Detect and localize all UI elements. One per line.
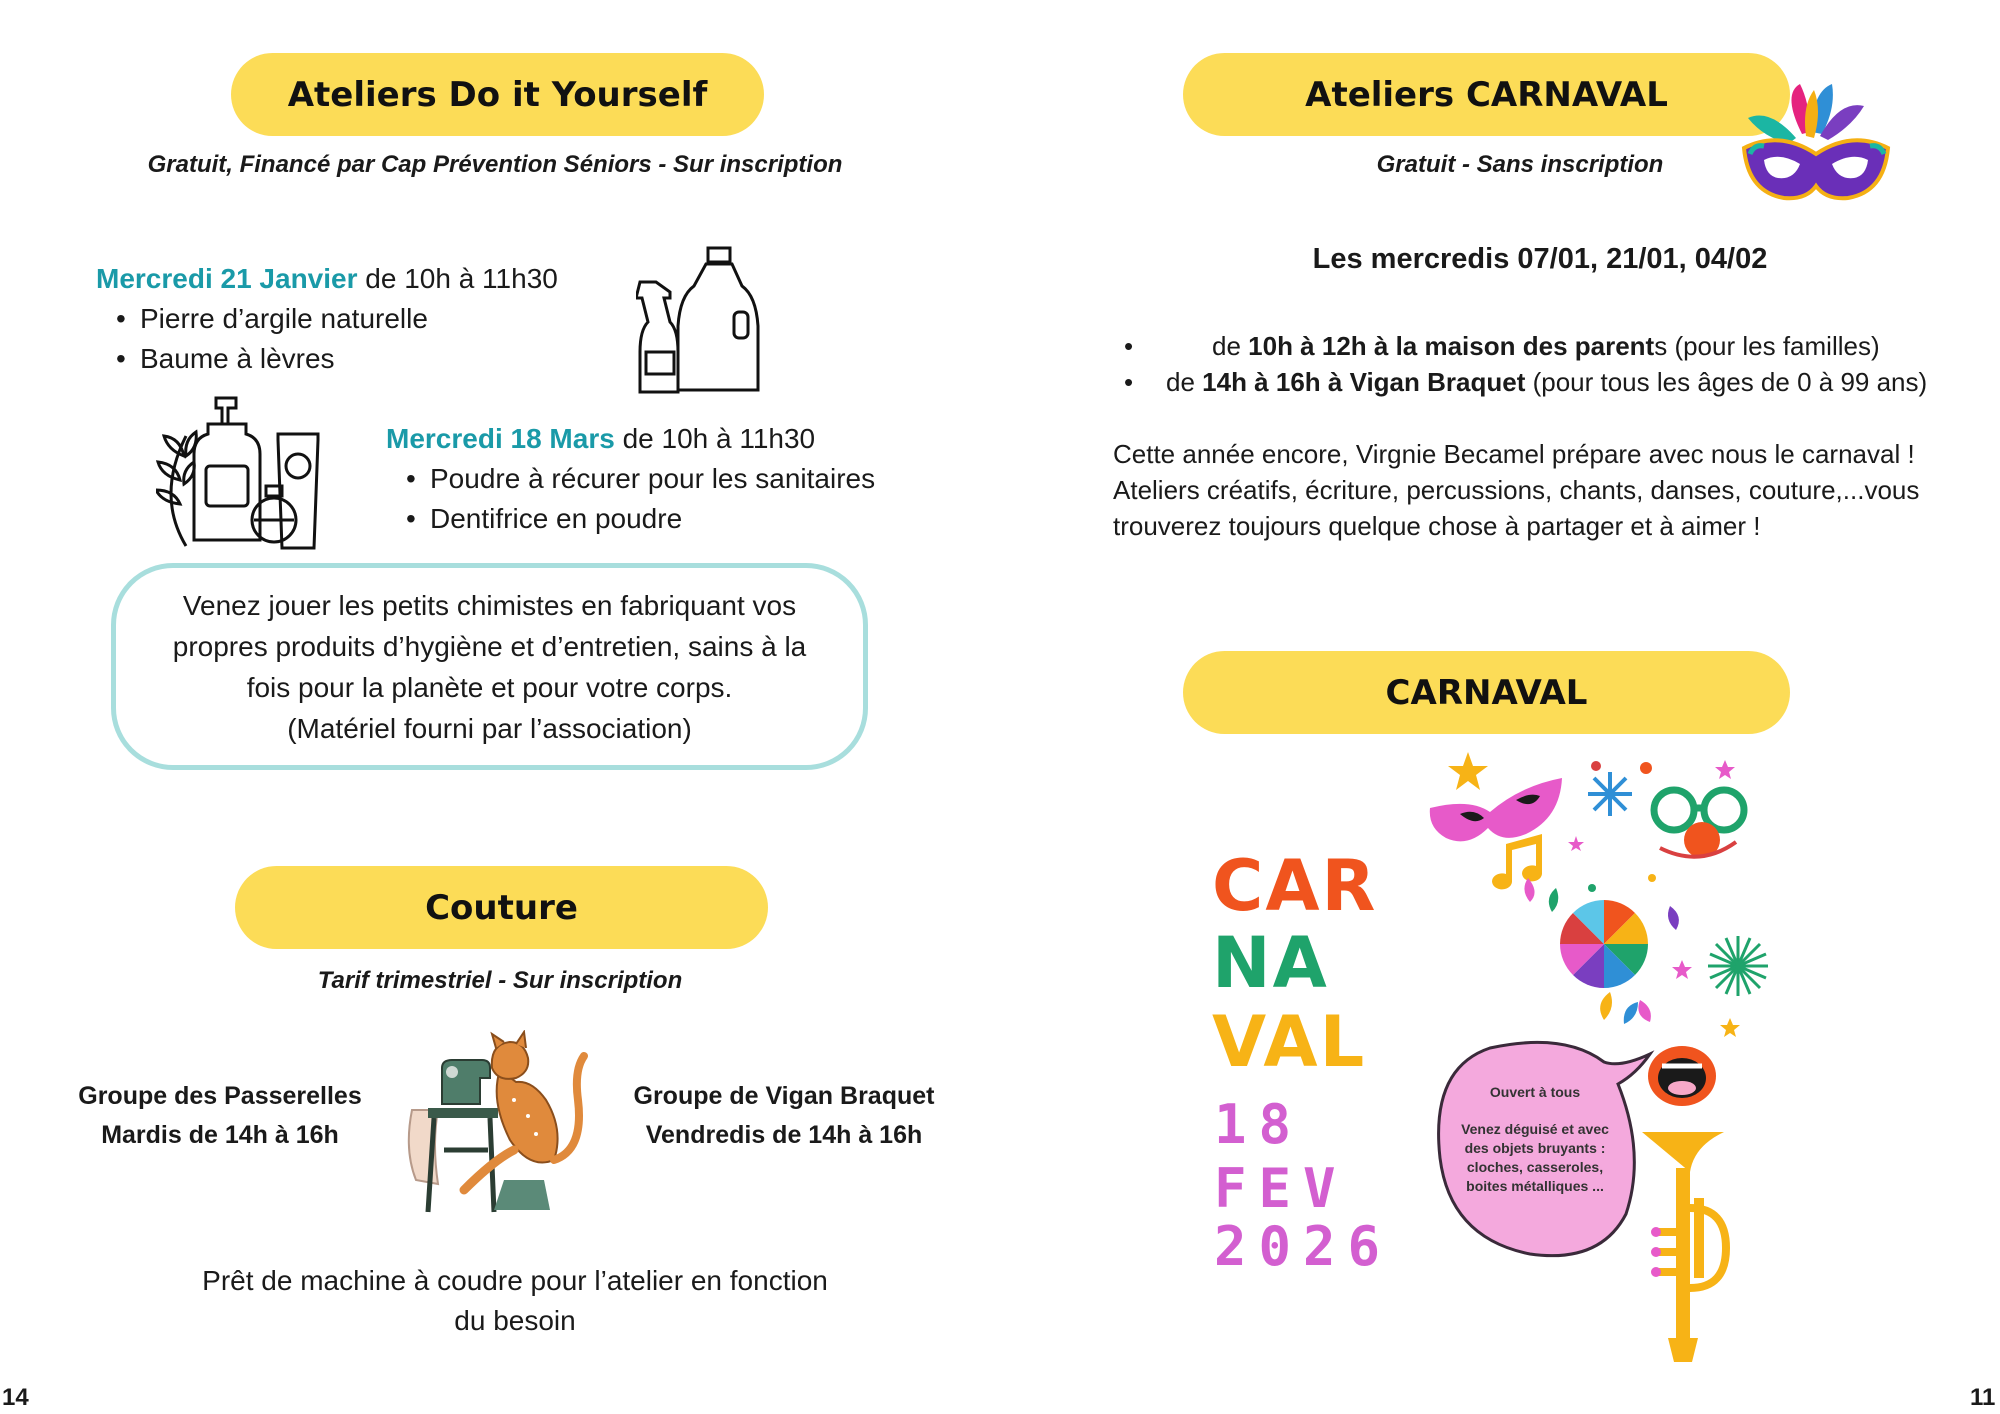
group-2-schedule: Vendredis de 14h à 16h [645,1121,923,1149]
poster-year: 2026 [1214,1215,1393,1278]
carnival-mask-icon [1740,84,1892,210]
paragraph-line: trouverez toujours quelque chose à partager et à aimer ! [1113,511,1761,541]
carnaval-ateliers-subtitle: Gratuit - Sans inscription [1376,151,1664,178]
couture-group-2 [624,1077,944,1155]
bubble-title: Ouvert à tous [1489,1084,1581,1100]
paragraph-line: Cette année encore, Virgnie Becamel prépare avec nous le carnaval ! [1113,439,1915,469]
poster-month: FEV [1214,1157,1348,1220]
trumpet-icon [1642,1132,1726,1362]
poster-day: 18 [1214,1093,1304,1156]
color-wheel-icon [1560,900,1648,988]
star-icon [1448,752,1488,790]
carnival-decorations [1420,748,1770,1378]
poster-word-val: VAL [1212,1001,1367,1083]
session-2-item: • Poudre à récurer pour les sanitaires [400,459,906,499]
page-number-left: 14 [2,1384,29,1411]
session-1-date: Mercredi 21 Janvier [96,263,358,294]
speech-bubble [1455,1083,1615,1196]
info-line: propres produits d’hygiène et d’entretien, sains à la [172,630,807,662]
poster-word-na: NA [1212,922,1329,1004]
carnaval-title: CARNAVAL [1385,672,1588,713]
group-2-name: Groupe de Vigan Braquet [633,1082,935,1110]
diy-session-1 [96,259,616,379]
pink-mask-icon [1430,778,1562,841]
info-line: Venez jouer les petits chimistes en fabriquant vos [182,589,797,621]
carnaval-ateliers-title: Ateliers CARNAVAL [1305,74,1668,115]
bubble-text: Venez déguisé et avec des objets bruyants : cloches, casseroles, boites métalliques ... [1461,1121,1609,1194]
cat-sewing-illustration [404,1030,604,1230]
session-2-time: de 10h à 11h30 [614,423,816,454]
note-line: du besoin [454,1305,576,1336]
diy-subtitle: Gratuit, Financé par Cap Prévention Séniors - Sur inscription [147,151,843,178]
carnaval-bullets [1124,328,1984,400]
poster-word-car: CAR [1212,845,1378,927]
carnaval-dates: Les mercredis 07/01, 21/01, 04/02 [1312,243,1768,275]
diy-title: Ateliers Do it Yourself [287,74,708,115]
info-line: (Matériel fourni par l’association) [287,712,692,744]
carnaval-title-pill [1183,651,1790,734]
diy-title-pill [231,53,764,136]
note-line: Prêt de machine à coudre pour l’atelier en fonction [202,1265,828,1296]
session-1-time: de 10h à 11h30 [357,263,558,294]
group-1-schedule: Mardis de 14h à 16h [101,1121,339,1149]
singing-mouth-icon [1648,1046,1716,1106]
session-2-item: • Dentifrice en poudre [400,499,906,539]
carnaval-bullet-1: • de 10h à 12h à la maison des parents (pour les familles) [1124,331,1880,361]
diy-info-box [111,563,868,770]
carnaval-paragraph [1113,436,1993,544]
session-1-item: • Pierre d’argile naturelle [110,299,616,339]
page-number-right: 11 [1970,1384,1996,1411]
cosmetics-icon [156,396,341,552]
couture-subtitle: Tarif trimestriel - Sur inscription [317,967,683,994]
couture-title: Couture [425,887,578,928]
diy-session-2 [386,419,906,539]
carnaval-bullet-2: • de 14h à 16h à Vigan Braquet (pour tous les âges de 0 à 99 ans) [1124,367,1928,397]
couture-title-pill [235,866,768,949]
couture-group-1 [60,1077,380,1155]
cleaning-bottles-icon [636,246,772,396]
couture-note [120,1261,910,1341]
group-1-name: Groupe des Passerelles [78,1082,362,1110]
session-1-item: • Baume à lèvres [110,339,616,379]
session-2-date: Mercredi 18 Mars [386,423,615,454]
info-line: fois pour la planète et pour votre corps. [246,671,733,703]
music-note-icon [1492,834,1542,889]
paragraph-line: Ateliers créatifs, écriture, percussions, chants, danses, couture,...vous [1113,475,1920,505]
carnaval-ateliers-title-pill [1183,53,1790,136]
